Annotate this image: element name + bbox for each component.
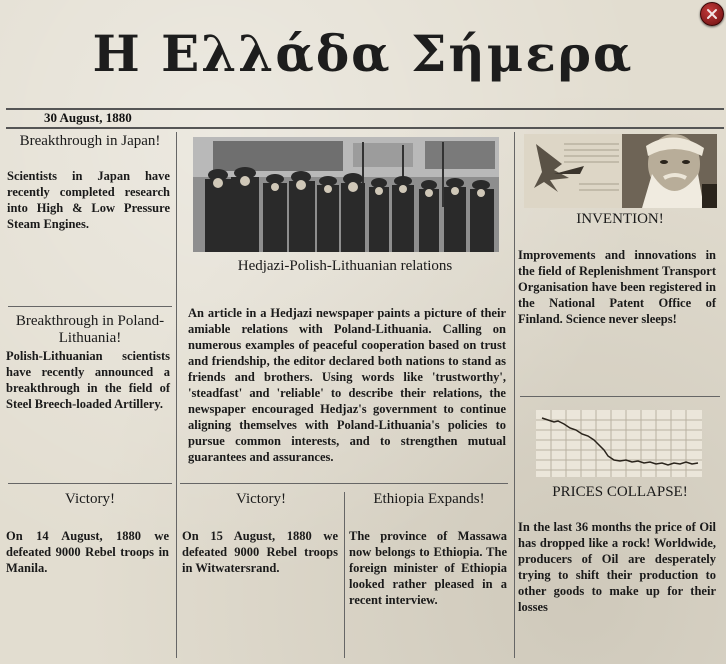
headline-victory-manila: Victory! [65, 491, 115, 507]
column-divider [176, 132, 177, 658]
invention-illustration [524, 134, 717, 208]
column-divider [514, 132, 515, 658]
issue-date: 30 August, 1880 [44, 110, 132, 125]
article-invention-body: Improvements and innovations in the field of Replenishment Transport Organisation have been registered in the National Patent Office of Finland. Science never sleeps! [518, 248, 716, 326]
article-prices-body: In the last 36 months the price of Oil has dropped like a rock! Worldwide, producers of Oil are desperately trying to shift their production to other goods to make up for their losses [518, 520, 716, 614]
headline-victory-witwatersrand: Victory! [236, 491, 286, 507]
section-divider [520, 396, 720, 397]
headline-poland-lithuania: Breakthrough in Poland-Lithuania! [15, 313, 165, 346]
relations-caption: Hedjazi-Polish-Lithuanian relations [237, 258, 453, 274]
article-poland-body: Polish-Lithuanian scientists have recently announced a breakthrough in the field of Steel Breech-loaded Artillery. [6, 349, 170, 411]
headline-ethiopia: Ethiopia Expands! [373, 491, 485, 507]
relations-photo [193, 137, 499, 252]
close-icon [706, 8, 718, 20]
article-victory-manila-body: On 14 August, 1880 we defeated 9000 Rebel troops in Manila. [6, 529, 169, 575]
close-button[interactable] [700, 2, 724, 26]
headline-prices-collapse: PRICES COLLAPSE! [552, 484, 688, 500]
article-relations-body: An article in a Hedjazi newspaper paints a picture of their amiable relations with Poland-Lithuania. Calling on numerous examples of peaceful cooperation based on trust and friendship, the editor declared both nations to stand as friends and brothers. Using words like 'trustworthy', 'steadfast' and 'reliable' to describe their relations, the newspaper encouraged Hedjaz's government to continue aligning themselves with Poland-Lithuania's policies to pursue common interests, and to strengthen mutual guarantees and assurances. [188, 306, 506, 464]
section-divider [8, 483, 172, 484]
article-victory-witwatersrand-body: On 15 August, 1880 we defeated 9000 Rebel troops in Witwatersrand. [182, 529, 338, 575]
headline-japan: Breakthrough in Japan! [19, 133, 161, 149]
article-ethiopia-body: The province of Massawa now belongs to Ethiopia. The foreign minister of Ethiopia looked rather pleased in a recent interview. [349, 529, 507, 607]
price-trend-chart [536, 410, 702, 477]
headline-invention: INVENTION! [576, 211, 664, 227]
article-japan-body: Scientists in Japan have recently completed research into High & Low Pressure Steam Engines. [7, 169, 170, 231]
masthead-title: Η Ελλάδα Σήμερα [92, 24, 634, 83]
column-divider [344, 492, 345, 658]
date-rule [6, 127, 724, 129]
section-divider [8, 306, 172, 307]
section-divider [180, 483, 508, 484]
